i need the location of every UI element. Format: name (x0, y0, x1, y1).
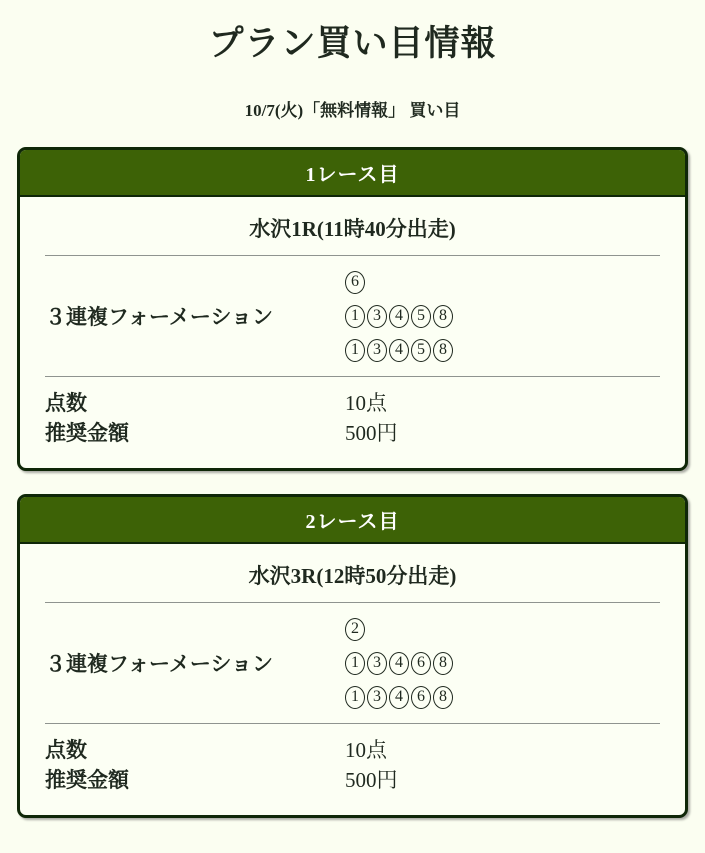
race-card-2-race-title: 水沢3R(12時50分出走) (248, 564, 457, 588)
recommended-amount-value: 500円 (345, 421, 398, 445)
circled-number: 6 (411, 652, 431, 675)
formation-line-3 (345, 333, 455, 367)
circled-number: 1 (345, 305, 365, 328)
circled-number: 8 (433, 652, 453, 675)
points-label: 点数 (45, 391, 87, 415)
circled-number: 1 (345, 339, 365, 362)
circled-number: 8 (433, 339, 453, 362)
circled-number: 8 (433, 686, 453, 709)
circled-number: 4 (389, 652, 409, 675)
circled-number: 3 (367, 652, 387, 675)
circled-number: 1 (345, 686, 365, 709)
formation-line-2 (345, 646, 455, 680)
circled-number: 3 (367, 305, 387, 328)
race-card-2-stats (20, 724, 685, 815)
bet-type-label: ３連複フォーメーション (45, 305, 274, 329)
race-card-1-header: 1レース目 (20, 150, 685, 197)
circled-number: 3 (367, 686, 387, 709)
circled-number: 4 (389, 686, 409, 709)
recommended-amount-value: 500円 (345, 768, 398, 792)
points-row (20, 735, 685, 765)
points-row (20, 388, 685, 418)
race-card-1 (17, 147, 688, 471)
formation-line-2 (345, 299, 455, 333)
formation-line-1 (345, 612, 455, 646)
race-card-2-formation-row (20, 603, 685, 723)
circled-number: 4 (389, 305, 409, 328)
circled-number: 4 (389, 339, 409, 362)
circled-number: 8 (433, 305, 453, 328)
bet-type-label: ３連複フォーメーション (45, 652, 274, 676)
formation-line-1 (345, 265, 455, 299)
formation-line-3 (345, 680, 455, 714)
points-label: 点数 (45, 738, 87, 762)
points-value: 10点 (345, 391, 387, 415)
formation-numbers (345, 612, 455, 714)
formation-numbers (345, 265, 455, 367)
race-card-1-race-title: 水沢1R(11時40分出走) (249, 217, 456, 241)
recommended-amount-row (20, 418, 685, 448)
points-value: 10点 (345, 738, 387, 762)
circled-number: 5 (411, 339, 431, 362)
circled-number: 3 (367, 339, 387, 362)
recommended-amount-label: 推奨金額 (45, 768, 129, 792)
circled-number: 6 (411, 686, 431, 709)
recommended-amount-label: 推奨金額 (45, 421, 129, 445)
race-card-2-header: 2レース目 (20, 497, 685, 544)
race-card-1-formation-row (20, 256, 685, 376)
race-card-2 (17, 494, 688, 818)
page-subtitle: 10/7(火)「無料情報」 買い目 (244, 101, 461, 120)
circled-number: 2 (345, 618, 365, 641)
circled-number: 5 (411, 305, 431, 328)
circled-number: 6 (345, 271, 365, 294)
recommended-amount-row (20, 765, 685, 795)
circled-number: 1 (345, 652, 365, 675)
race-card-1-stats (20, 377, 685, 468)
page-title: プラン買い目情報 (208, 24, 497, 63)
